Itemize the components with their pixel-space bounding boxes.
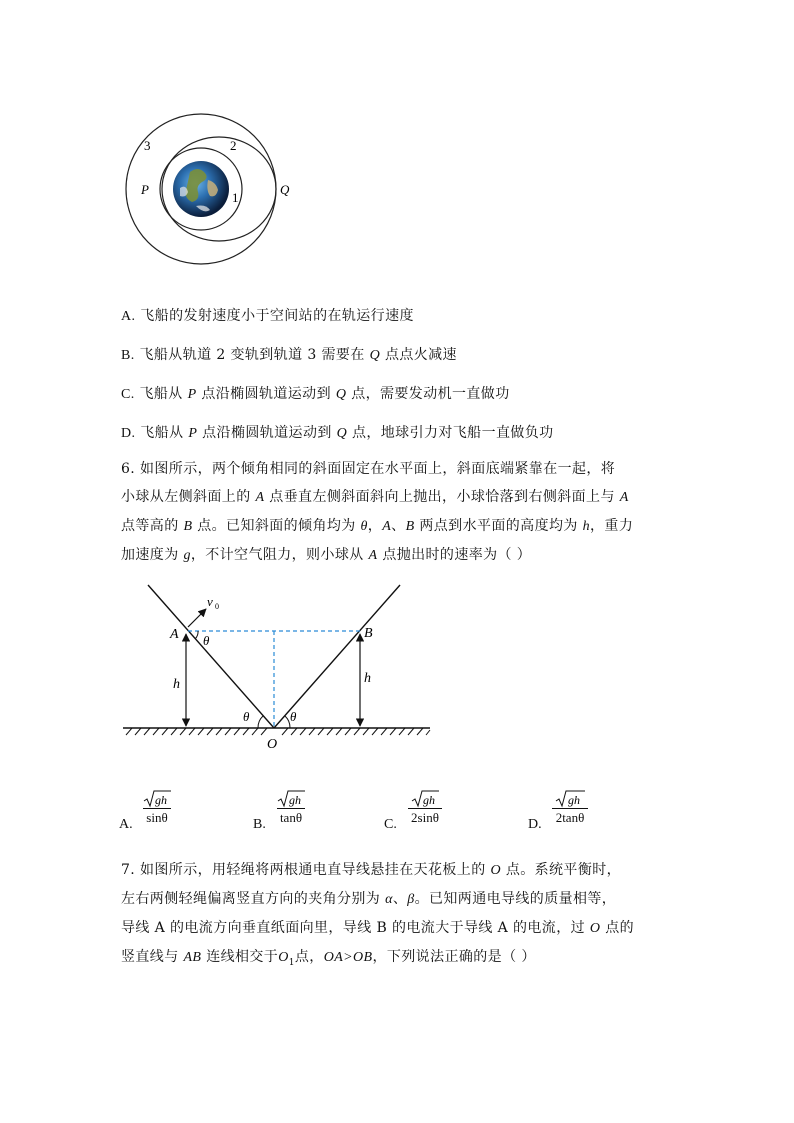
radicand: gh <box>289 793 301 807</box>
orbit-label-3: 3 <box>144 138 151 153</box>
label-theta-right: θ <box>290 709 297 724</box>
angle-arc-left <box>258 716 263 728</box>
label-theta-top: θ <box>203 633 210 648</box>
denominator: 2sinθ <box>408 808 442 826</box>
option-text: 点，地球引力对飞船一直做负功 <box>347 425 554 441</box>
q7-line-1: 7. 如图所示，用轻绳将两根通电直导线悬挂在天花板上的 O 点。系统平衡时， <box>121 862 622 878</box>
earth-image <box>173 161 229 217</box>
q5-option-b[interactable] <box>121 344 457 364</box>
option-text: 点，需要发动机一直做功 <box>346 386 510 402</box>
q5-option-d[interactable] <box>121 422 554 442</box>
orbit-label-1: 1 <box>232 190 239 205</box>
q6-line-3: 点等高的 B 点。已知斜面的倾角均为 θ，A、B 两点到水平面的高度均为 h，重力 <box>121 518 634 534</box>
q7-line-2: 左右两侧轻绳偏离竖直方向的夹角分别为 α、β。已知两通电导线的质量相等， <box>121 891 617 907</box>
right-incline <box>274 585 400 728</box>
option-var: P <box>187 387 197 402</box>
option-text: 点点火减速 <box>380 347 457 363</box>
option-letter: C. <box>121 387 135 402</box>
answer-fraction <box>408 790 442 826</box>
radicand: gh <box>155 793 167 807</box>
label-A: A <box>170 627 179 642</box>
option-var: Q <box>369 348 381 363</box>
answer-letter: D. <box>528 817 542 832</box>
option-text: 点沿椭圆轨道运动到 <box>197 425 337 441</box>
radicand: gh <box>423 793 435 807</box>
label-O: O <box>267 737 278 752</box>
option-letter: B. <box>121 348 135 363</box>
orbit-label-2: 2 <box>230 138 237 153</box>
q5-option-a[interactable] <box>121 305 414 325</box>
answer-fraction <box>277 790 305 826</box>
answer-fraction <box>143 790 171 826</box>
point-label-P: P <box>141 182 149 197</box>
point-label-Q: Q <box>280 182 290 197</box>
q6-line-4: 加速度为 g，不计空气阻力，则小球从 A 点抛出时的速率为（ ） <box>121 547 532 563</box>
denominator: tanθ <box>277 808 305 826</box>
angle-arc-top <box>195 631 198 639</box>
label-theta-left: θ <box>243 709 250 724</box>
option-var: P <box>188 426 198 441</box>
q7-stem <box>121 856 681 977</box>
denominator: sinθ <box>143 808 171 826</box>
answer-letter: B. <box>253 817 266 832</box>
incline-figure <box>118 580 438 755</box>
option-text: 飞船从 <box>140 425 189 441</box>
ground-hatching <box>126 728 430 735</box>
label-h-left: h <box>173 677 180 692</box>
q7-line-4: 竖直线与 AB 连线相交于$O_1$点，OA>OB，下列说法正确的是（ ） <box>121 949 536 968</box>
label-v0-sub: 0 <box>215 602 219 611</box>
label-h-right: h <box>364 671 371 686</box>
option-letter: D. <box>121 426 136 441</box>
option-text: 飞船从轨道 2 变轨到轨道 3 需要在 <box>139 347 370 363</box>
q5-option-c[interactable] <box>121 383 510 403</box>
answer-letter: C. <box>384 817 397 832</box>
option-var: Q <box>335 387 347 402</box>
option-text: 飞船的发射速度小于空间站的在轨运行速度 <box>140 308 414 324</box>
q7-line-3: 导线 A 的电流方向垂直纸面向里，导线 B 的电流大于导线 A 的电流，过 O 点的 <box>121 920 635 936</box>
option-letter: A. <box>121 309 136 324</box>
q6-line-2: 小球从左侧斜面上的 A 点垂直左侧斜面斜向上抛出，小球恰落到右侧斜面上与 A <box>121 489 629 505</box>
velocity-arrow <box>188 609 206 627</box>
label-v0: v <box>207 594 213 609</box>
q6-stem <box>121 455 681 570</box>
option-text: 飞船从 <box>139 386 188 402</box>
denominator: 2tanθ <box>552 808 588 826</box>
option-text: 点沿椭圆轨道运动到 <box>196 386 336 402</box>
orbit-figure <box>110 110 300 270</box>
option-var: Q <box>336 426 348 441</box>
answer-fraction <box>552 790 588 826</box>
answer-letter: A. <box>119 817 133 832</box>
label-B: B <box>364 626 373 641</box>
q6-line-1: 6. 如图所示，两个倾角相同的斜面固定在水平面上，斜面底端紧靠在一起，将 <box>121 461 616 477</box>
radicand: gh <box>568 793 580 807</box>
